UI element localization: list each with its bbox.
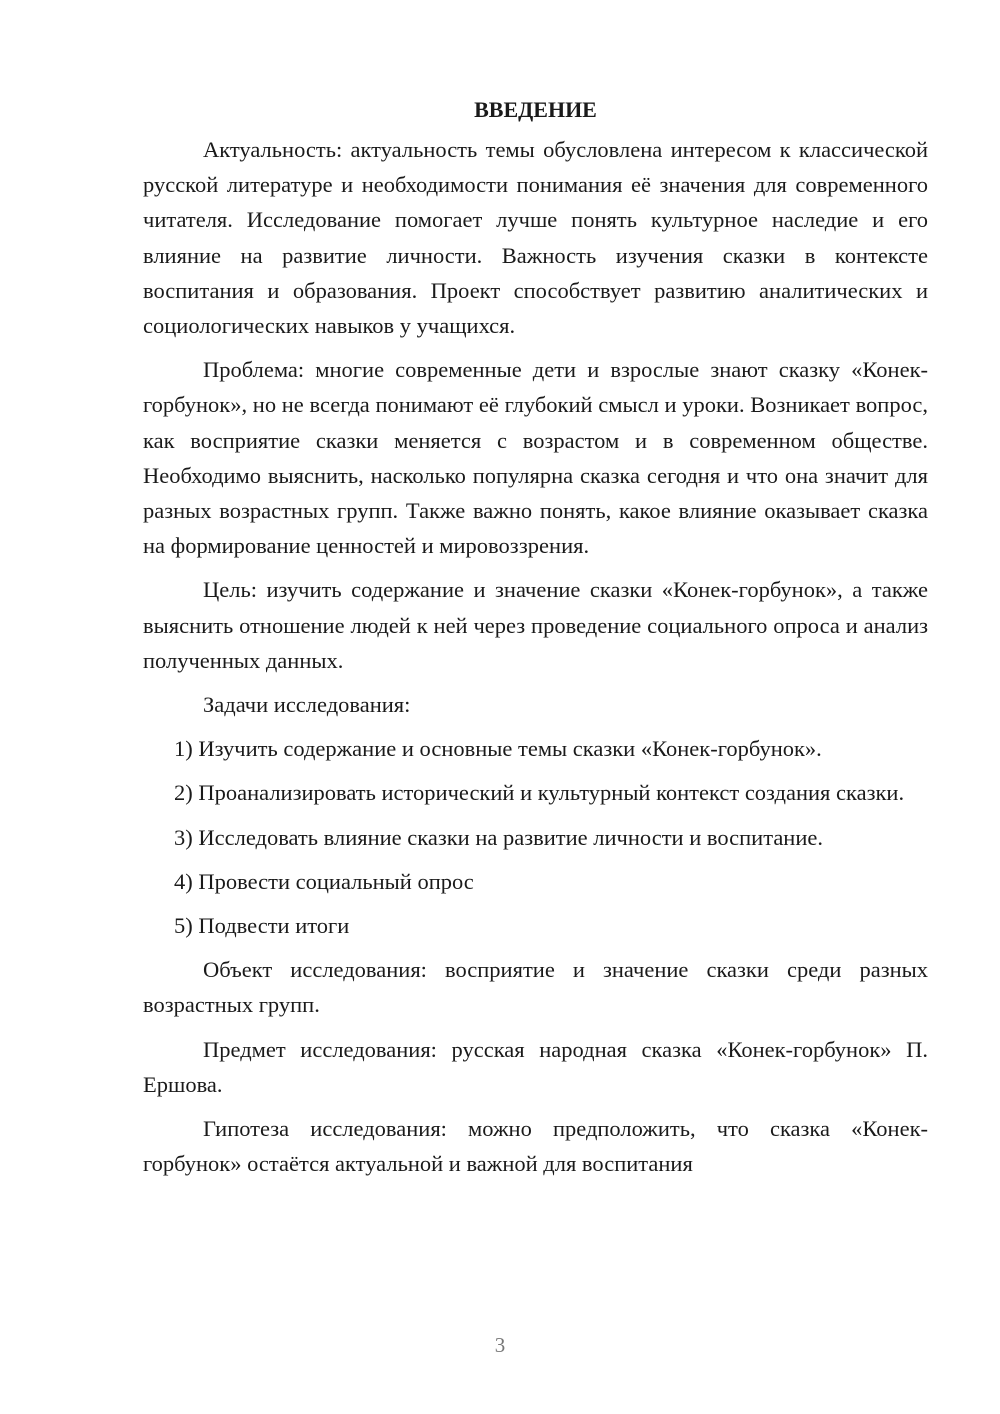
goal-paragraph: Цель: изучить содержание и значение сказки «Конек-горбунок», а также выяснить отношение людей к ней через проведение социального опроса и анализ полученных данных.	[143, 577, 928, 673]
page-number: 3	[494, 1333, 506, 1357]
page-content	[143, 92, 928, 1190]
relevance-paragraph: Актуальность: актуальность темы обусловлена интересом к классической русской литературе и необходимости понимания её значения для современного читателя. Исследование помогает лучше понять культурное наследие и его влияние на развитие личности. Важность изучения сказки в контексте воспитания и образования. Проект способствует развитию аналитических и социологических навыков у учащихся.	[143, 137, 928, 339]
section-heading: ВВЕДЕНИЕ	[474, 97, 597, 122]
hypothesis-paragraph: Гипотеза исследования: можно предположить, что сказка «Конек-горбунок» остаётся актуальной и важной для воспитания	[143, 1116, 928, 1177]
subject-paragraph: Предмет исследования: русская народная сказка «Конек-горбунок» П. Ершова.	[143, 1036, 928, 1097]
object-paragraph: Объект исследования: восприятие и значение сказки среди разных возрастных групп.	[143, 957, 928, 1018]
task-item: 4) Провести социальный опрос	[174, 868, 474, 894]
tasks-title: Задачи исследования:	[203, 692, 411, 718]
problem-paragraph: Проблема: многие современные дети и взрослые знают сказку «Конек-горбунок», но не всегда понимают её глубокий смысл и уроки. Возникает вопрос, как восприятие сказки меняется с возрастом и в современном обществе. Необходимо выяснить, насколько популярна сказка сегодня и что она значит для разных возрастных групп. Также важно понять, какое влияние оказывает сказка на формирование ценностей и мировоззрения.	[143, 357, 928, 559]
task-item: 1) Изучить содержание и основные темы сказки «Конек-горбунок».	[174, 736, 822, 762]
task-item: 5) Подвести итоги	[174, 913, 350, 939]
task-item: 2) Проанализировать исторический и культурный контекст создания сказки.	[174, 780, 905, 806]
task-item: 3) Исследовать влияние сказки на развитие личности и воспитание.	[174, 824, 823, 850]
